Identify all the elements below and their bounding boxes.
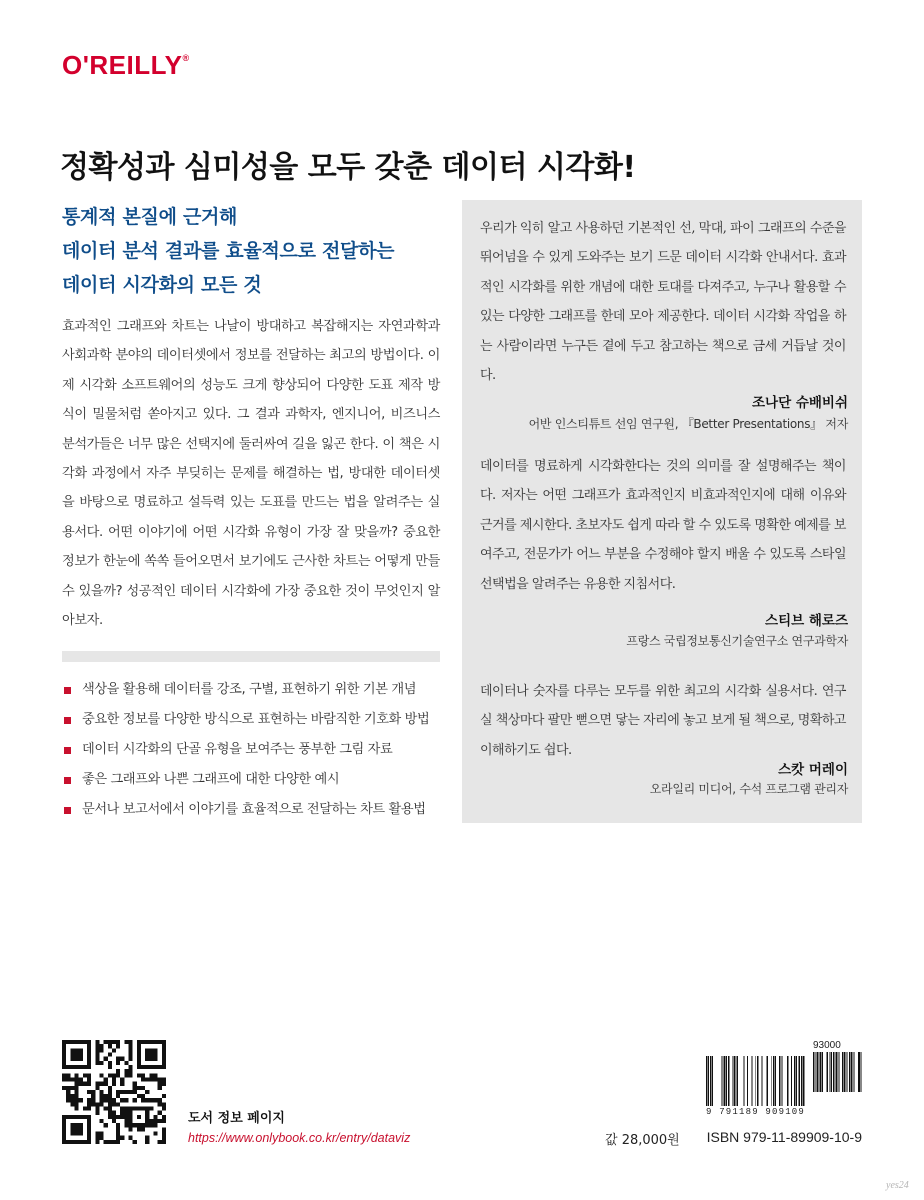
subheadings bbox=[62, 200, 452, 302]
isbn: ISBN 979-11-89909-10-9 bbox=[706, 1129, 862, 1145]
bullet-square-icon bbox=[64, 687, 71, 694]
bullet-square-icon bbox=[64, 747, 71, 754]
bullet-square-icon bbox=[64, 717, 71, 724]
isbn-barcode-icon bbox=[705, 1056, 805, 1106]
endorser-name: 스티브 해로즈 bbox=[765, 613, 848, 629]
subhead-line: 데이터 시각화의 모든 것 bbox=[62, 274, 262, 296]
endorsement-quote: 데이터나 숫자를 다루는 모두를 위한 최고의 시각화 실용서다. 연구실 책상마다 팔만 뻗으면 닿는 자리에 놓고 보게 될 책으로, 명확하고 이해하기도 쉽다. bbox=[480, 684, 846, 758]
section-divider bbox=[62, 651, 440, 662]
endorser-title: 오라일리 미디어, 수석 프로그램 관리자 bbox=[649, 782, 848, 796]
barcode-addon-number: 93000 bbox=[813, 1040, 841, 1051]
book-info-label: 도서 정보 페이지 bbox=[188, 1111, 285, 1126]
subhead-line: 데이터 분석 결과를 효율적으로 전달하는 bbox=[62, 240, 395, 262]
addon-barcode-icon bbox=[812, 1052, 862, 1092]
endorsement-quote: 데이터를 명료하게 시각화한다는 것의 의미를 잘 설명해주는 책이다. 저자는 어떤 그래프가 효과적인지 비효과적인지에 대해 이유와 근거를 제시한다. 초보자도 쉽게 따라 할 수 있도록 명확한 예제를 보여주고, 전문가가 어느 부분을 수정해야 할지 배울 수 있도록 스타일 선택법을 알려주는 유용한 지침서다. bbox=[480, 459, 846, 592]
endorser-title: 프랑스 국립정보통신기술연구소 연구과학자 bbox=[626, 634, 848, 648]
feature-item: 중요한 정보를 다양한 방식으로 표현하는 바람직한 기호화 방법 bbox=[62, 706, 452, 736]
intro-paragraph: 효과적인 그래프와 차트는 나날이 방대하고 복잡해지는 자연과학과 사회과학 분야의 데이터셋에서 정보를 전달하는 최고의 방법이다. 이제 시각화 소프트웨어의 성능도 크게 향상되어 다양한 도표 제작 방식이 밀물처럼 쏟아지고 있다. 그 결과 과학자, 엔지니어, 비즈니스 분석가들은 너무 많은 선택지에 둘러싸여 길을 잃곤 한다. 이 책은 시각화 과정에서 자주 부딪히는 문제를 해결하는 법, 방대한 데이터셋을 바탕으로 명료하고 설득력 있는 도표를 만드는 법을 알려주는 실용서다. 어떤 이야기에 어떤 시각화 유형이 가장 잘 맞을까? 중요한 정보가 한눈에 쏙쏙 들어오면서 보기에도 근사한 차트는 어떻게 만들 수 있을까? 성공적인 데이터 시각화에 가장 중요한 것이 무엇인지 알아보자. bbox=[62, 319, 440, 629]
oreilly-logo: O'REILLY® bbox=[62, 50, 190, 80]
watermark: yes24 bbox=[886, 1180, 909, 1191]
feature-list bbox=[62, 676, 452, 826]
feature-item: 데이터 시각화의 단골 유형을 보여주는 풍부한 그림 자료 bbox=[62, 736, 452, 766]
endorsement-quote: 우리가 익히 알고 사용하던 기본적인 선, 막대, 파이 그래프의 수준을 뛰어넘을 수 있게 도와주는 보기 드문 데이터 시각화 안내서다. 효과적인 시각화를 위한 개념에 대한 토대를 다져주고, 누구나 활용할 수 있는 다양한 그래프를 한데 모아 제공한다. 데이터 시각화 작업을 하는 사람이라면 누구든 곁에 두고 참고하는 책으로 금세 거듭날 것이다. bbox=[480, 221, 846, 384]
endorser-name: 조나단 슈배비쉬 bbox=[752, 395, 848, 411]
price: 값 28,000원 bbox=[605, 1133, 680, 1148]
feature-item: 문서나 보고서에서 이야기를 효율적으로 전달하는 차트 활용법 bbox=[62, 796, 452, 826]
subhead-line: 통계적 본질에 근거해 bbox=[62, 206, 238, 228]
book-info-link[interactable]: https://www.onlybook.co.kr/entry/dataviz bbox=[188, 1131, 411, 1145]
endorser-name: 스캇 머레이 bbox=[778, 762, 848, 778]
bullet-square-icon bbox=[64, 777, 71, 784]
bullet-square-icon bbox=[64, 807, 71, 814]
cover-headline: 정확성과 심미성을 모두 갖춘 데이터 시각화! bbox=[60, 150, 636, 185]
qr-code-icon[interactable] bbox=[62, 1040, 166, 1144]
feature-item: 좋은 그래프와 나쁜 그래프에 대한 다양한 예시 bbox=[62, 766, 452, 796]
barcode-number: 9 791189 909109 bbox=[706, 1107, 806, 1117]
feature-item: 색상을 활용해 데이터를 강조, 구별, 표현하기 위한 기본 개념 bbox=[62, 676, 452, 706]
endorser-title: 어반 인스티튜트 선임 연구원, 『Better Presentations』 저자 bbox=[528, 417, 848, 431]
